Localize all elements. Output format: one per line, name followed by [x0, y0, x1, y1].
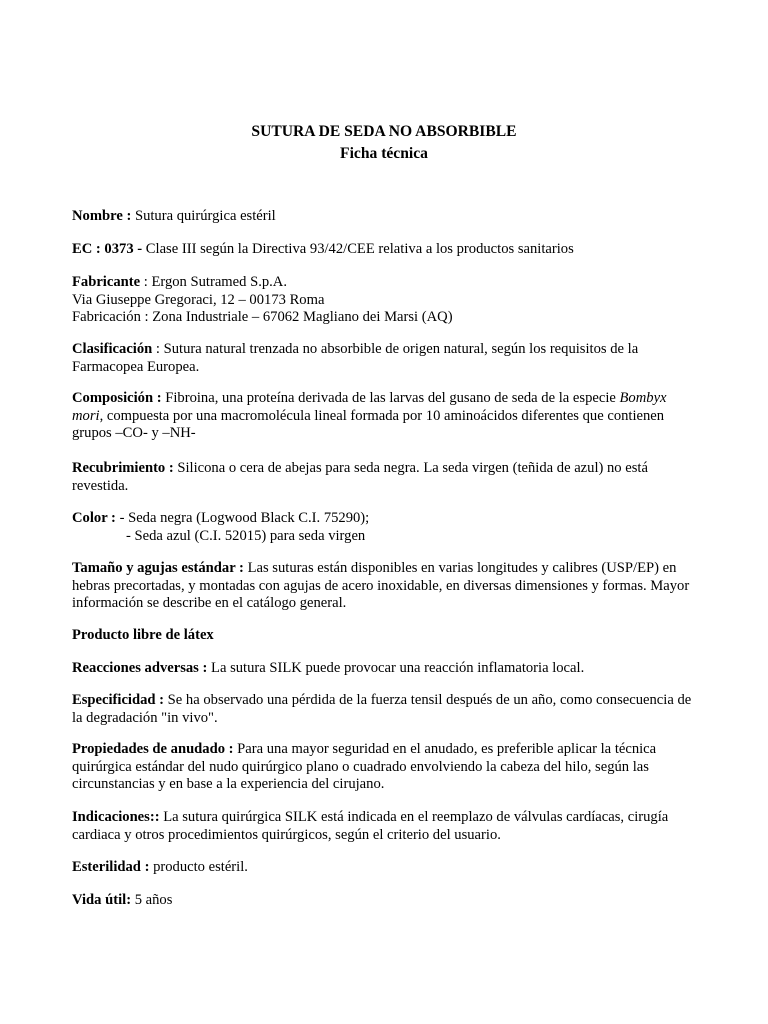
document-subtitle: Ficha técnica — [340, 145, 428, 162]
document-title: SUTURA DE SEDA NO ABSORBIBLE — [251, 123, 517, 140]
indicaciones-value: La sutura quirúrgica SILK está indicada en el reemplazo de válvulas cardíacas, cirugía cardiaca y otros procedimientos quirúrgicos, según el criterio del usuario. — [72, 809, 669, 843]
field-color — [72, 510, 700, 545]
field-ec — [72, 241, 700, 259]
latex-label: Producto libre de látex — [72, 627, 214, 643]
composicion-value-cont: , compuesta por una macromolécula lineal formada por 10 aminoácidos diferentes que contienen grupos –CO- y –NH- — [72, 407, 665, 441]
nombre-label: Nombre : — [72, 208, 132, 224]
field-latex — [72, 627, 700, 645]
fabricante-factory: Fabricación : Zona Industriale – 67062 Magliano dei Marsi (AQ) — [72, 309, 453, 325]
field-especificidad — [72, 692, 700, 727]
especificidad-value: Se ha observado una pérdida de la fuerza tensil después de un año, como consecuencia de la degradación "in vivo". — [72, 692, 692, 726]
nombre-value: Sutura quirúrgica estéril — [131, 208, 276, 224]
field-nombre — [72, 208, 700, 226]
tamano-value: Las suturas están disponibles en varias longitudes y calibres (USP/EP) en hebras precortadas, y montadas con agujas de acero inoxidable, en diversas dimensiones y formas. Mayor información se describe en el catálogo general. — [72, 560, 690, 611]
indicaciones-label: Indicaciones:: — [72, 809, 160, 825]
composicion-label: Composición : — [72, 390, 162, 406]
title-block — [0, 121, 768, 165]
fabricante-address: Via Giuseppe Gregoraci, 12 – 00173 Roma — [72, 291, 325, 308]
fabricante-label: Fabricante — [72, 274, 141, 290]
esterilidad-label: Esterilidad : — [72, 859, 150, 875]
vida-label: Vida útil: — [72, 892, 132, 908]
color-label: Color : — [72, 510, 116, 526]
field-fabricante — [72, 274, 700, 327]
propiedades-label: Propiedades de anudado : — [72, 741, 234, 757]
field-tamano — [72, 560, 700, 613]
field-reacciones — [72, 660, 700, 678]
clasificacion-label: Clasificación — [72, 341, 153, 357]
composicion-value: Fibroina, una proteína derivada de las larvas del gusano de seda de la especie — [161, 390, 620, 406]
esterilidad-value: producto estéril. — [149, 859, 248, 875]
field-propiedades — [72, 741, 700, 794]
field-composicion — [72, 390, 700, 443]
propiedades-value: Para una mayor seguridad en el anudado, es preferible aplicar la técnica quirúrgica estándar del nudo quirúrgico plano o cuadrado envolviendo la cabeza del hilo, según las circunstancias y en base a la experiencia del cirujano. — [72, 741, 657, 792]
field-esterilidad — [72, 859, 700, 877]
recubrimiento-value: Silicona o cera de abejas para seda negra. La seda virgen (teñida de azul) no está revestida. — [72, 460, 648, 494]
reacciones-label: Reacciones adversas : — [72, 660, 208, 676]
vida-value: 5 años — [131, 892, 173, 908]
fabricante-value: : Ergon Sutramed S.p.A. — [140, 274, 287, 290]
field-clasificacion — [72, 341, 700, 376]
especificidad-label: Especificidad : — [72, 692, 165, 708]
recubrimiento-label: Recubrimiento : — [72, 460, 174, 476]
clasificacion-value: : Sutura natural trenzada no absorbible de origen natural, según los requisitos de la Farmacopea Europea. — [72, 341, 639, 375]
ec-label: EC : 0373 - — [72, 241, 143, 257]
field-vida-util — [72, 892, 700, 910]
field-indicaciones — [72, 809, 700, 844]
reacciones-value: La sutura SILK puede provocar una reacción inflamatoria local. — [207, 660, 585, 676]
composicion-species: Bombyx mori — [72, 390, 667, 424]
field-recubrimiento — [72, 460, 700, 495]
tamano-label: Tamaño y agujas estándar : — [72, 560, 244, 576]
color-value-2: - Seda azul (C.I. 52015) para seda virgen — [126, 527, 366, 544]
color-value-1: - Seda negra (Logwood Black C.I. 75290); — [115, 510, 370, 526]
ec-value: Clase III según la Directiva 93/42/CEE relativa a los productos sanitarios — [142, 241, 574, 257]
